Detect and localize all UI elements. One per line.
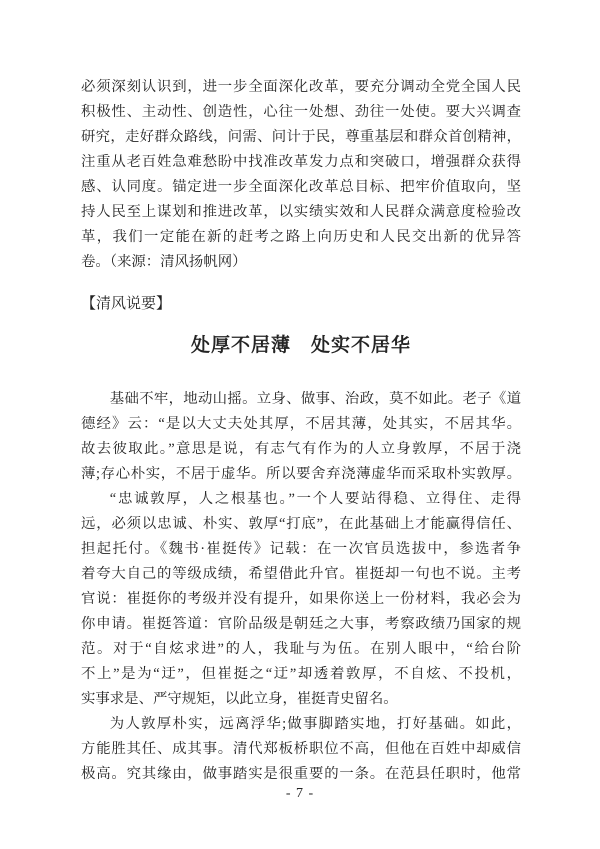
text-line: 感、认同度。锚定进一步全面深化改革总目标、把牢价值取向，坚	[81, 179, 521, 195]
text-line: 革，我们一定能在新的赶考之路上向历史和人民交出新的优异答	[81, 229, 521, 245]
text-line: 为人敦厚朴实，远离浮华;做事脚踏实地，打好基础。如此，	[109, 716, 521, 732]
text-line: 基础不牢，地动山摇。立身、做事、治政，莫不如此。老子《道	[109, 391, 521, 407]
text-line: 薄;存心朴实，不居于虚华。所以要舍弃浇薄虚华而采取朴实敦厚。	[81, 466, 521, 482]
text-line: 远，必须以忠诚、朴实、敦厚“打底”，在此基础上才能赢得信任、	[81, 516, 521, 532]
page-number: - 7 -	[285, 786, 315, 801]
page-content	[81, 75, 521, 787]
text-line: 着夸大自己的等级成绩，希望借此升官。崔挺却一句也不说。主考	[81, 566, 521, 582]
text-line: 研究，走好群众路线，问需、问计于民，尊重基层和群众首创精神，	[81, 129, 521, 145]
paragraph-4	[81, 712, 521, 787]
paragraph-2	[81, 387, 521, 487]
text-line: 官说：崔挺你的考级并没有提升，如果你送上一份材料，我必会为	[81, 591, 521, 607]
text-line: 故去彼取此。”意思是说，有志气有作为的人立身敦厚，不居于浇	[81, 441, 521, 457]
paragraph-1	[81, 75, 521, 275]
article-title: 处厚不居薄 处实不居华	[190, 335, 411, 356]
text-line: 德经》云：“是以大丈夫处其厚，不居其薄，处其实，不居其华。	[81, 416, 521, 432]
text-line: 积极性、主动性、创造性，心往一处想、劲往一处使。要大兴调查	[81, 104, 521, 120]
text-line: 卷。（来源：清风扬帆网）	[81, 254, 247, 270]
text-line: 方能胜其任、成其事。清代郑板桥职位不高，但他在百姓中却威信	[81, 741, 521, 757]
text-line: 实事求是、严守规矩，以此立身，崔挺青史留名。	[81, 691, 398, 707]
text-line: 不上”是为“迂”，但崔挺之“迂”却透着敦厚，不自炫、不投机，	[81, 666, 521, 682]
paragraph-3	[81, 487, 521, 712]
section-header: 【清风说要】	[81, 296, 172, 312]
text-line: “忠诚敦厚，人之根基也。”一个人要站得稳、立得住、走得	[109, 491, 521, 507]
text-line: 范。对于“自炫求进”的人，我耻与为伍。在别人眼中，“给台阶	[81, 641, 521, 657]
text-line: 注重从老百姓急难愁盼中找准改革发力点和突破口，增强群众获得	[81, 154, 521, 170]
text-line: 你申请。崔挺答道：官阶品级是朝廷之大事，考察政绩乃国家的规	[81, 616, 521, 632]
text-line: 必须深刻认识到，进一步全面深化改革，要充分调动全党全国人民	[81, 79, 521, 95]
text-line: 担起托付。《魏书·崔挺传》记载：在一次官员选拔中，参选者争	[81, 541, 521, 557]
text-line: 持人民至上谋划和推进改革，以实绩实效和人民群众满意度检验改	[81, 204, 521, 220]
text-line: 极高。究其缘由，做事踏实是很重要的一条。在范县任职时，他常	[81, 766, 521, 782]
